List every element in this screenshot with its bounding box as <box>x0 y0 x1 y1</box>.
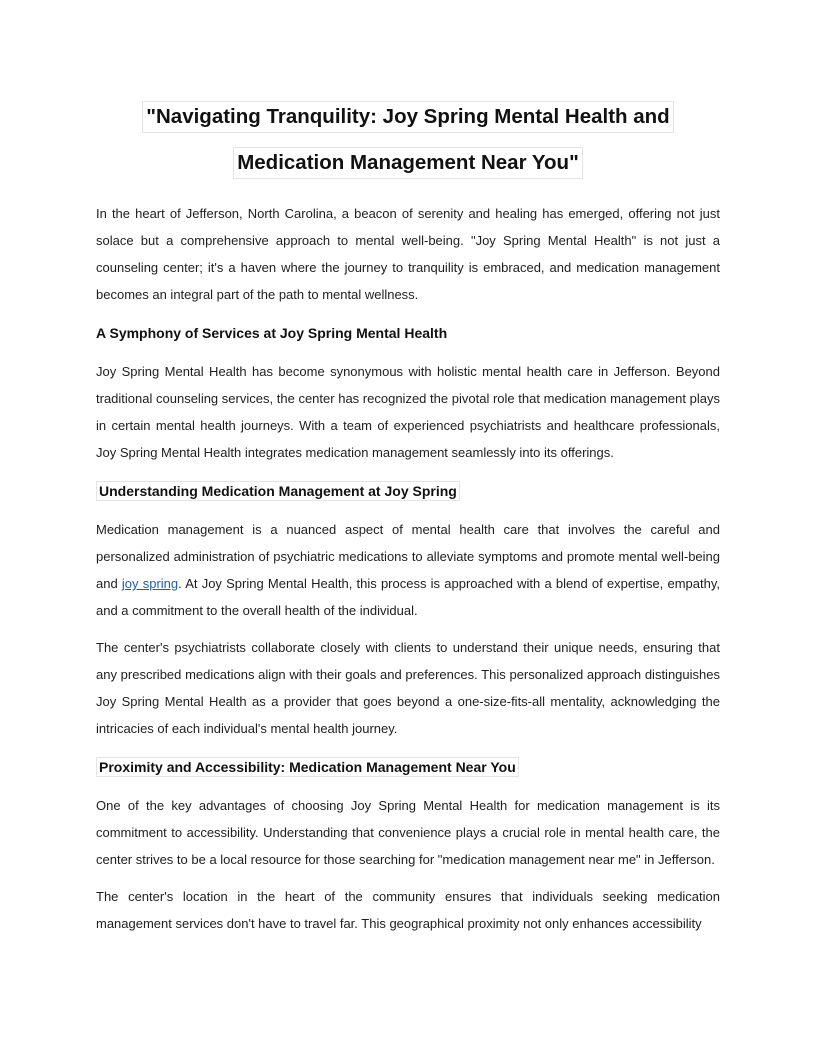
services-paragraph: Joy Spring Mental Health has become synonymous with holistic mental health care in Jefferson. Beyond traditional counseling services, the center has recognized the pivotal role that medication management plays in certain mental health journeys. With a team of experienced psychiatrists and healthcare professionals, Joy Spring Mental Health integrates medication management seamlessly into its offerings. <box>96 364 720 460</box>
intro-paragraph: In the heart of Jefferson, North Carolina, a beacon of serenity and healing has emerged, offering not just solace but a comprehensive approach to mental well-being. "Joy Spring Mental Health" is not just a counseling center; it's a haven where the journey to tranquility is embraced, and medication management becomes an integral part of the path to mental wellness. <box>96 206 720 302</box>
document-body <box>96 94 720 947</box>
proximity-paragraph-2: The center's location in the heart of the community ensures that individuals seeking medication management services don't have to travel far. This geographical proximity not only enhances accessibility <box>96 889 720 931</box>
section-heading-understanding <box>96 476 720 506</box>
section-heading-services: A Symphony of Services at Joy Spring Mental Health <box>96 325 448 341</box>
title-line-1: "Navigating Tranquility: Joy Spring Mental Health and <box>142 101 673 133</box>
understanding-paragraph-2: The center's psychiatrists collaborate closely with clients to understand their unique needs, ensuring that any prescribed medications align with their goals and preferences. This personalized approach distinguishes Joy Spring Mental Health as a provider that goes beyond a one-size-fits-all mentality, acknowledging the intricacies of each individual's mental health journey. <box>96 640 720 736</box>
section-heading-proximity-text: Proximity and Accessibility: Medication Management Near You <box>96 757 519 777</box>
proximity-paragraph-1: One of the key advantages of choosing Joy Spring Mental Health for medication management is its commitment to accessibility. Understanding that convenience plays a crucial role in mental health care, the center strives to be a local resource for those searching for "medication management near me" in Jefferson. <box>96 798 720 867</box>
section-heading-proximity <box>96 752 720 782</box>
understanding-text-before-link: Medication management is a nuanced aspect of mental health care that involves the careful and personalized administration of psychiatric medications to alleviate symptoms and promote mental well-being and <box>96 522 720 591</box>
title-line-2: Medication Management Near You" <box>233 147 583 179</box>
understanding-paragraph-1 <box>96 516 720 624</box>
section-heading-understanding-text: Understanding Medication Management at Joy Spring <box>96 481 460 501</box>
page-title <box>96 94 720 186</box>
understanding-text-after-link: . At Joy Spring Mental Health, this process is approached with a blend of expertise, empathy, and a commitment to the overall health of the individual. <box>96 576 720 618</box>
joy-spring-link[interactable]: joy spring <box>121 576 179 591</box>
